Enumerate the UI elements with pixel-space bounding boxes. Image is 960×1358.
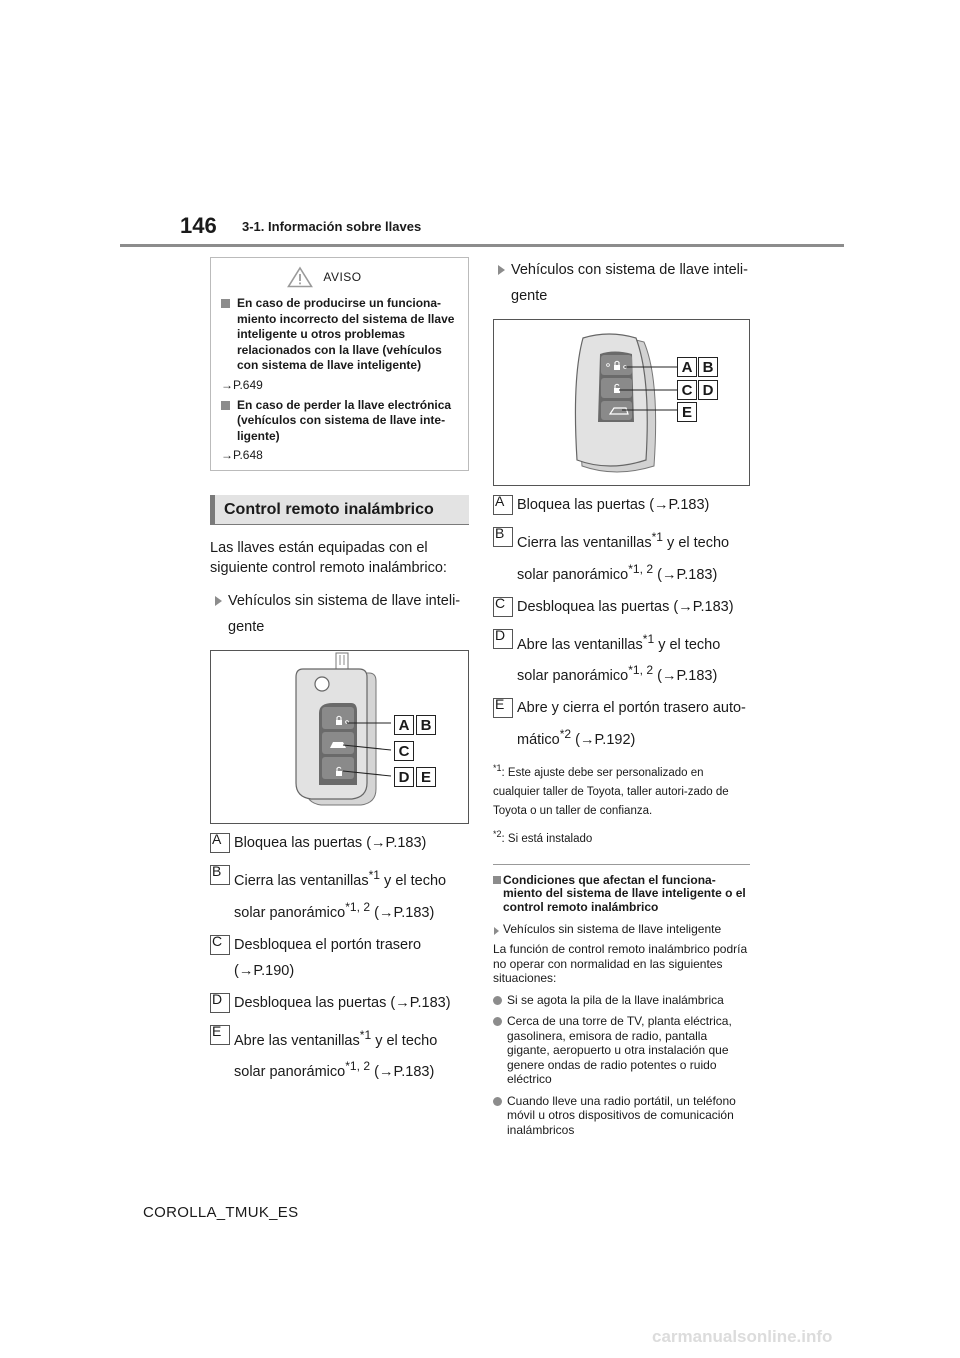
square-bullet-icon [493, 876, 501, 884]
warning-item-title: En caso de producirse un funciona-miento incorrecto del sistema de llave inteligente u otros problemas relacionados con la llave (vehículos con sistema de llave inteligente) [237, 296, 455, 372]
legend-item: B Cierra las ventanillas$^{*1}$ y el techo solar panorámico$^{*1, 2}$ (→P.183) [212, 863, 447, 921]
conditions-title: Condiciones que afectan el funciona-miento del sistema de llave inteligente o el control remoto inalámbrico [493, 874, 750, 915]
warning-item [219, 398, 460, 463]
remote-heading: Control remoto inalámbrico [210, 495, 469, 525]
legend-letter: E [493, 698, 513, 718]
legend-letter: C [210, 935, 230, 955]
warning-label: AVISO [323, 270, 362, 284]
document-code: COROLLA_TMUK_ES [143, 1204, 299, 1221]
circle-bullet-icon [493, 1017, 502, 1026]
legend-item: E Abre y cierra el portón trasero auto-mático$^{*2}$ (→P.192) [495, 696, 746, 749]
warning-box [210, 257, 469, 471]
legend-item: E Abre las ventanillas$^{*1}$ y el techo solar panorámico$^{*1, 2}$ (→P.183) [212, 1022, 438, 1081]
legend-letter: E [210, 1025, 230, 1045]
triangle-bullet-icon [498, 265, 505, 275]
flip-key-figure [210, 650, 469, 824]
subheading [493, 257, 750, 309]
page-number: 146 [180, 213, 217, 238]
legend-text: Bloquea las puertas (→P.183) [234, 835, 427, 851]
page-reference: →P.648 [221, 448, 263, 462]
conditions-text: La función de control remoto inalámbrico podría no operar con normalidad en las siguientes situaciones: [493, 942, 748, 986]
callout-b: B [416, 715, 436, 735]
callout-a: A [394, 715, 414, 735]
footnote [493, 825, 750, 849]
callout-b: B [698, 357, 718, 377]
flip-key-illustration [211, 651, 470, 825]
smart-key-figure [493, 319, 750, 486]
conditions-subheading: Vehículos sin sistema de llave inteligente [493, 922, 750, 937]
subheading [210, 588, 469, 640]
subheading-text: Vehículos con sistema de llave inteli-gente [511, 262, 748, 304]
warning-header [189, 264, 460, 290]
footnote-mark: *1, 2 [345, 899, 371, 914]
header-rule [120, 244, 844, 247]
warning-triangle-icon [287, 266, 313, 288]
list-item: Si se agota la pila de la llave inalámbrica [493, 993, 750, 1008]
warning-item [219, 296, 460, 392]
legend-item [210, 990, 469, 1016]
legend-letter: B [493, 527, 513, 547]
footnote-mark: *2 [493, 828, 502, 839]
footnote-text: : Este ajuste debe ser personalizado en cualquier taller de Toyota, taller autori-zado de Toyota o un taller de confianza. [493, 766, 729, 817]
legend-text: Desbloquea las puertas (→P.183) [234, 994, 451, 1011]
legend-item [210, 932, 469, 984]
footnote-mark: *1, 2 [628, 663, 654, 678]
legend-item [493, 594, 750, 620]
callout-e: E [416, 767, 436, 787]
subheading-text: Vehículos sin sistema de llave inteli-gente [228, 593, 461, 635]
square-bullet-icon [221, 299, 230, 308]
page-reference: →P.649 [221, 377, 263, 392]
footnote-mark: *1 [368, 868, 381, 882]
footnote-mark: *2 [559, 727, 572, 742]
callout-d: D [394, 767, 414, 787]
callout-a: A [677, 357, 697, 377]
legend-text: Desbloquea el portón trasero (→P.190) [234, 936, 422, 979]
footnote-mark: *1, 2 [628, 561, 654, 576]
callout-e: E [677, 402, 697, 422]
legend-text: Desbloquea las puertas (→P.183) [517, 598, 734, 615]
footnote-text: : Si está instalado [501, 832, 593, 845]
circle-bullet-icon [493, 1097, 502, 1106]
warning-item-title: En caso de perder la llave electrónica (vehículos con sistema de llave inte-ligente) [237, 397, 452, 443]
legend-letter: D [493, 629, 513, 649]
circle-bullet-icon [493, 996, 502, 1005]
legend-letter: B [210, 865, 230, 885]
list-item: Cuando lleve una radio portátil, un teléfono móvil u otros dispositivos de comunicación inalámbricos [493, 1094, 750, 1138]
legend-letter: D [210, 993, 230, 1013]
legend-item [493, 492, 750, 518]
legend-item [210, 830, 469, 856]
callout-c: C [677, 380, 697, 400]
footnote-mark: *1 [651, 530, 664, 544]
section-divider [493, 864, 750, 865]
footnote-mark: *1 [493, 763, 502, 774]
smart-key-illustration [494, 320, 751, 487]
left-column [210, 257, 469, 1085]
section-title: 3-1. Información sobre llaves [242, 219, 422, 234]
callout-c: C [394, 741, 414, 761]
right-column [493, 257, 750, 1137]
footnote-mark: *1 [359, 1027, 372, 1042]
footnote [493, 759, 750, 821]
callout-d: D [698, 380, 718, 400]
legend-text: Bloquea las puertas (→P.183) [517, 497, 710, 513]
legend-letter: A [210, 833, 230, 853]
watermark: carmanualsonline.info [652, 1327, 833, 1346]
footnote-mark: *1, 2 [345, 1059, 371, 1074]
legend-letter: C [493, 597, 513, 617]
triangle-bullet-icon [215, 596, 222, 606]
square-bullet-icon [221, 401, 230, 410]
remote-intro: Las llaves están equipadas con el siguiente control remoto inalámbrico: [210, 540, 447, 576]
legend-item: D Abre las ventanillas$^{*1}$ y el techo solar panorámico$^{*1, 2}$ (→P.183) [495, 626, 721, 685]
list-item: Cerca de una torre de TV, planta eléctrica, gasolinera, emisora de radio, pantalla gigante, aeropuerto u otra instalación que genere ondas de radio potentes o ruido eléctrico [493, 1014, 750, 1087]
legend-letter: A [493, 495, 513, 515]
footnote-mark: *1 [642, 631, 655, 646]
legend-item: B Cierra las ventanillas$^{*1}$ y el techo solar panorámico$^{*1, 2}$ (→P.183) [495, 525, 730, 583]
triangle-bullet-icon [494, 927, 499, 935]
